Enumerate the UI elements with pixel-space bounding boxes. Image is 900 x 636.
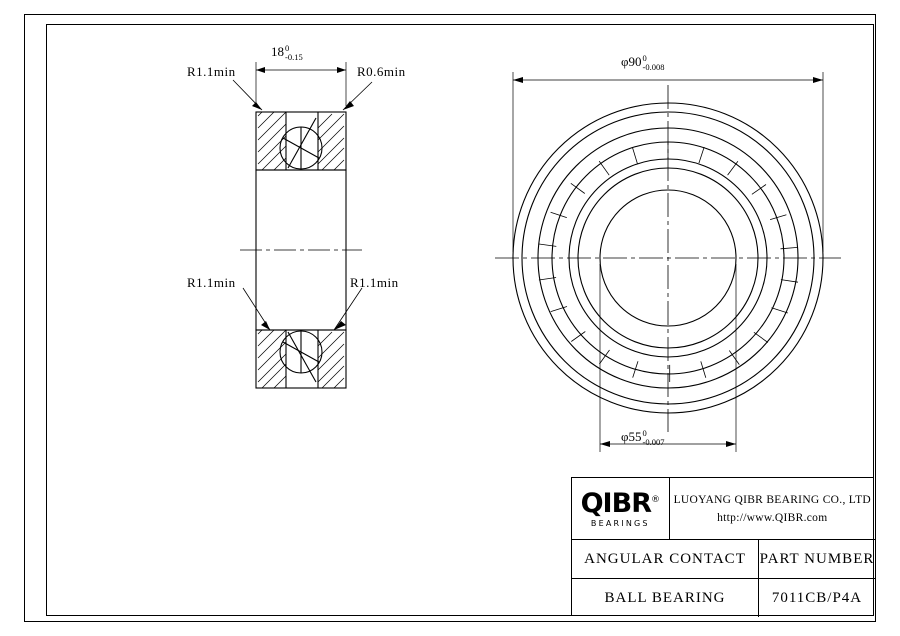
company-url: http://www.QIBR.com: [717, 511, 828, 524]
dimension-width-tol-upper: 0: [285, 42, 290, 53]
title-block-row-part: [572, 579, 875, 617]
title-block: [571, 477, 874, 616]
dimension-outer-diameter-tol-lower: -0.008: [642, 61, 665, 72]
title-block-row-product: [572, 540, 875, 579]
company-info: [669, 478, 875, 539]
registered-trademark-icon: ®: [650, 494, 660, 505]
annotation-chamfer-top-right: R0.6min: [357, 64, 406, 79]
dimension-width: [271, 44, 303, 62]
logo-wordmark: QIBR: [580, 487, 651, 519]
dimension-outer-diameter-value: φ90: [621, 54, 642, 69]
annotation-chamfer-bottom-left: R1.1min: [187, 275, 236, 290]
annotation-chamfer-bottom-right: R1.1min: [350, 275, 399, 290]
dimension-width-value: 18: [271, 44, 284, 59]
company-logo: [572, 478, 669, 539]
dimension-bore-diameter-tol-upper: 0: [642, 427, 647, 438]
part-number-value: 7011CB/P4A: [758, 579, 875, 617]
logo-subtitle: BEARINGS: [590, 518, 650, 528]
dimension-bore-diameter: [621, 429, 664, 447]
dimension-outer-diameter-tol-upper: 0: [642, 52, 647, 63]
dimension-bore-diameter-value: φ55: [621, 429, 642, 444]
dimension-bore-diameter-tol-lower: -0.007: [642, 436, 665, 447]
annotation-chamfer-top-left: R1.1min: [187, 64, 236, 79]
dimension-width-tol-lower: -0.15: [285, 51, 303, 62]
product-type-line2: BALL BEARING: [604, 589, 726, 606]
logo-text: [580, 487, 660, 519]
dimension-outer-diameter: [621, 54, 664, 72]
product-type-line1: ANGULAR CONTACT: [584, 550, 746, 567]
part-number-label: PART NUMBER: [758, 540, 875, 578]
title-block-header-row: [572, 478, 875, 540]
company-name: LUOYANG QIBR BEARING CO., LTD: [673, 493, 871, 506]
